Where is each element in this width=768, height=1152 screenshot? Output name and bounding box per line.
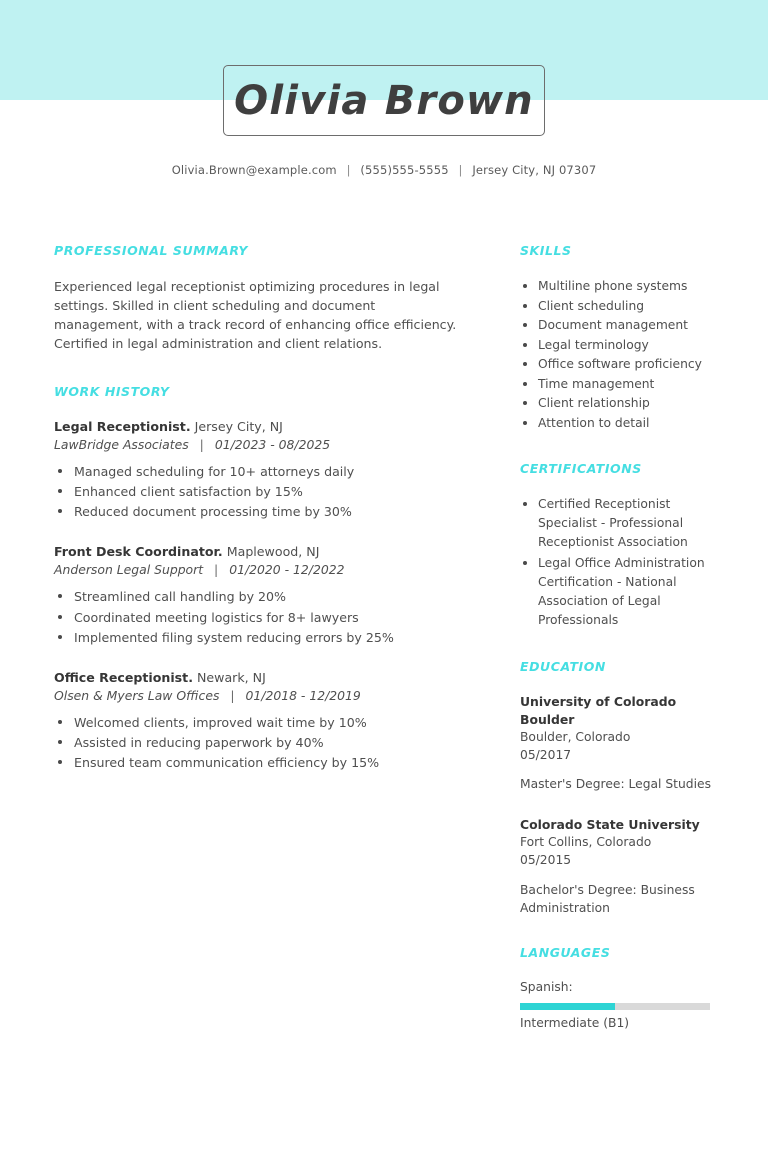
section-work-history: [54, 384, 458, 773]
job-headline: [54, 418, 458, 436]
skill-item: Client scheduling: [520, 297, 716, 316]
section-heading-certifications: CERTIFICATIONS: [520, 461, 642, 477]
contact-phone[interactable]: (555)555-5555: [360, 163, 449, 177]
skill-item: Legal terminology: [520, 336, 716, 355]
education-entry: [520, 816, 716, 917]
education-school: Colorado State University: [520, 817, 700, 833]
contact-separator-1: |: [346, 163, 351, 177]
job-bullet: Ensured team communication efficiency by 15%: [54, 753, 458, 772]
contact-email[interactable]: Olivia.Brown@example.com: [171, 163, 337, 177]
right-column: [520, 243, 716, 1033]
skills-list: [520, 277, 716, 433]
language-entry: [520, 979, 716, 1033]
left-column: [54, 243, 458, 774]
job-bullet: Assisted in reducing paperwork by 40%: [54, 733, 458, 752]
job-bullet-list: [54, 713, 458, 772]
section-education: [520, 659, 716, 918]
job-dates: 01/2023 - 08/2025: [214, 436, 331, 452]
section-professional-summary: [54, 243, 458, 354]
job-headline: [54, 669, 458, 687]
right-column-gap: [520, 631, 716, 659]
job-bullet-list: [54, 587, 458, 646]
skill-item: Client relationship: [520, 394, 716, 413]
job-bullet-list: [54, 462, 458, 521]
section-certifications: [520, 461, 716, 629]
language-level: Intermediate (B1): [520, 1016, 630, 1031]
job-separator: |: [199, 436, 204, 452]
left-column-gap: [54, 354, 458, 384]
job-bullet: Reduced document processing time by 30%: [54, 502, 458, 521]
language-proficiency-fill: [520, 1003, 615, 1010]
section-skills: [520, 243, 716, 433]
language-name: Spanish:: [520, 980, 573, 995]
job-location: Jersey City, NJ: [194, 418, 283, 434]
job-bullet: Welcomed clients, improved wait time by 10%: [54, 713, 458, 732]
job-bullet: Streamlined call handling by 20%: [54, 587, 458, 606]
job-dates: 01/2020 - 12/2022: [229, 562, 345, 578]
work-history-entry: [54, 669, 458, 773]
certifications-list: [520, 495, 716, 629]
job-location: Maplewood, NJ: [226, 544, 320, 560]
work-history-entry: [54, 418, 458, 522]
job-title: Office Receptionist.: [54, 669, 193, 685]
skill-item: Office software proficiency: [520, 355, 716, 374]
language-proficiency-bar: [520, 1003, 710, 1010]
right-column-gap: [520, 917, 716, 945]
job-company: Anderson Legal Support: [54, 562, 204, 578]
section-languages: [520, 945, 716, 1033]
education-school: University of Colorado Boulder: [520, 693, 677, 727]
section-heading-education: EDUCATION: [520, 658, 606, 674]
professional-summary-text: Experienced legal receptionist optimizing procedures in legal settings. Skilled in client scheduling and document management, with a track record of enhancing office efficiency. Certified in legal administration and client relations.: [54, 279, 457, 352]
certification-item: Certified Receptionist Specialist - Professional Receptionist Association: [520, 495, 716, 552]
job-title: Legal Receptionist.: [54, 418, 191, 434]
job-headline: [54, 543, 458, 561]
section-heading-skills: SKILLS: [520, 243, 572, 258]
skill-item: Attention to detail: [520, 414, 716, 433]
skill-item: Document management: [520, 316, 716, 335]
job-company-dates: [54, 436, 458, 454]
education-date: 05/2015: [520, 852, 572, 867]
section-heading-languages: LANGUAGES: [520, 945, 611, 961]
education-degree: Master's Degree: Legal Studies: [520, 777, 711, 792]
work-history-entry: [54, 543, 458, 647]
job-company-dates: [54, 687, 458, 705]
skill-item: Multiline phone systems: [520, 277, 716, 296]
job-separator: |: [214, 562, 219, 578]
contact-line: [0, 163, 768, 177]
job-company: Olsen & Myers Law Offices: [54, 688, 220, 704]
section-heading-professional-summary: PROFESSIONAL SUMMARY: [54, 243, 249, 258]
page-title: Olivia Brown: [234, 77, 534, 124]
job-bullet: Enhanced client satisfaction by 15%: [54, 482, 458, 501]
certification-item: Legal Office Administration Certification - National Association of Legal Professionals: [520, 554, 716, 630]
job-bullet: Managed scheduling for 10+ attorneys daily: [54, 462, 458, 481]
name-box: [223, 65, 545, 136]
job-dates: 01/2018 - 12/2019: [245, 688, 361, 704]
job-separator: |: [230, 688, 235, 704]
contact-location: Jersey City, NJ 07307: [472, 163, 597, 177]
job-company-dates: [54, 561, 458, 579]
job-location: Newark, NJ: [197, 669, 266, 685]
education-place: Boulder, Colorado: [520, 729, 631, 744]
job-company: LawBridge Associates: [54, 436, 189, 452]
education-place: Fort Collins, Colorado: [520, 835, 652, 850]
right-column-gap: [520, 433, 716, 461]
contact-separator-2: |: [458, 163, 463, 177]
skill-item: Time management: [520, 375, 716, 394]
section-heading-work-history: WORK HISTORY: [54, 383, 170, 399]
job-bullet: Implemented filing system reducing errors by 25%: [54, 628, 458, 647]
education-entry: [520, 693, 716, 794]
job-title: Front Desk Coordinator.: [54, 544, 223, 560]
education-degree: Bachelor's Degree: Business Administration: [520, 882, 695, 915]
job-bullet: Coordinated meeting logistics for 8+ lawyers: [54, 608, 458, 627]
education-date: 05/2017: [520, 747, 572, 762]
